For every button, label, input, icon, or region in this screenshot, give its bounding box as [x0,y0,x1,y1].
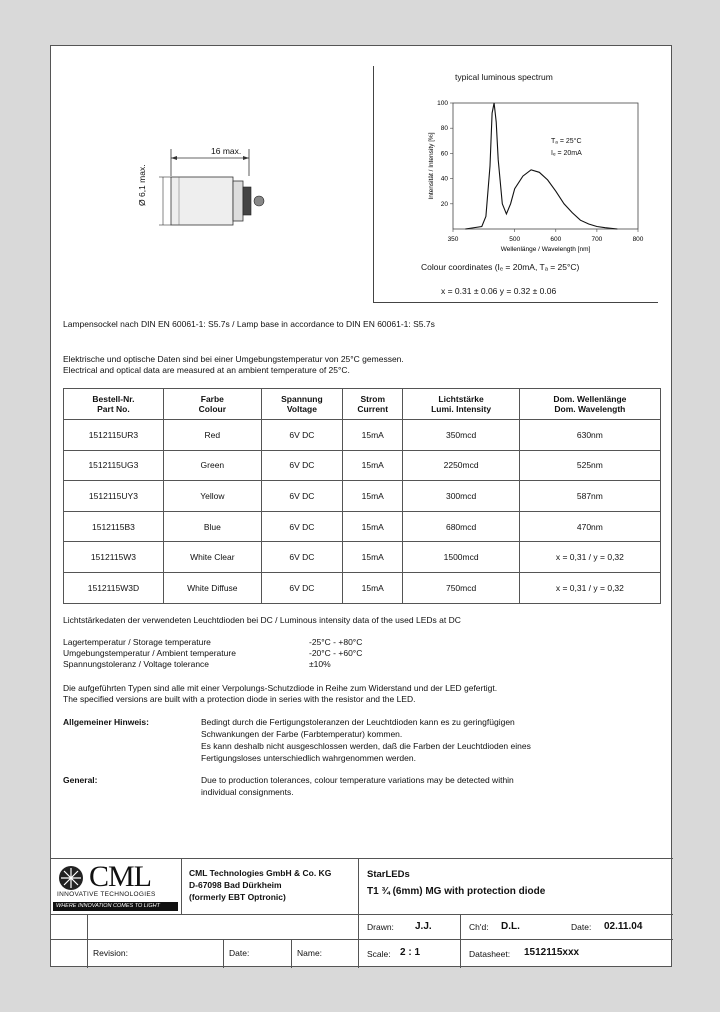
table-row: 1512115W3 White Clear 6V DC 15mA 1500mcd x = 0,31 / y = 0,32 [64,542,661,573]
scale-value: 2 : 1 [400,947,421,958]
drawn-label: Drawn: [367,922,394,932]
col-header-part: Bestell-Nr. Part No. [64,389,164,420]
x-tick-label: 600 [550,236,562,243]
col-header-intensity: Lichtstärke Lumi. Intensity [403,389,519,420]
spectrum-chart [373,91,653,256]
general-note-en-line2: individual consignments. [201,787,294,797]
lamp-base-text: Lampensockel nach DIN EN 60061-1: S5.7s / Lamp base in accordance to DIN EN 60061-1: S5.7s [63,319,435,329]
spectrum-line [465,103,617,229]
x-tick-label: 700 [591,236,603,243]
datasheet-page [50,45,672,967]
scale-label: Scale: [367,949,391,959]
storage-temp-label: Lagertemperatur / Storage temperature [63,637,211,647]
cml-logo-text: CML [89,860,152,893]
general-note-heading-de: Allgemeiner Hinweis: [63,717,149,727]
product-table [63,388,661,604]
y-tick-label: 40 [440,175,448,183]
ambient-temp-label: Umgebungstemperatur / Ambient temperature [63,648,236,658]
plot-frame [453,103,638,229]
y-tick-label: 80 [440,125,448,133]
general-note-de-line3: Es kann deshalb nicht ausgeschlossen werden, daß die Farben der Leuchtdioden eines [201,741,531,751]
product-family: StarLEDs [367,869,410,880]
date-label: Date: [571,922,592,932]
chart-annotation-current: Iₑ = 20mA [551,150,582,157]
col-header-current: Strom Current [343,389,403,420]
col-header-colour: Farbe Colour [163,389,261,420]
ambient-temp-value: -20°C - +60°C [309,648,363,658]
checked-value: D.L. [501,921,520,932]
revision-name-label: Name: [297,948,323,958]
datasheet-value: 1512115xxx [524,947,580,958]
company-name: CML Technologies GmbH & Co. KG [189,868,332,878]
x-tick-label: 350 [447,236,459,243]
protection-en-text: The specified versions are built with a protection diode in series with the resistor and the LED. [63,694,416,704]
voltage-tol-value: ±10% [309,659,331,669]
y-tick-label: 100 [437,100,448,107]
table-row: 1512115UG3 Green 6V DC 15mA 2250mcd 525nm [64,450,661,481]
intensity-note: Lichtstärkedaten der verwendeten Leuchtdioden bei DC / Luminous intensity data of the used LEDs at DC [63,615,461,625]
y-tick-label: 60 [440,150,448,158]
cml-logo-slogan: WHERE INNOVATION COMES TO LIGHT [53,902,178,911]
table-row: 1512115UR3 Red 6V DC 15mA 350mcd 630nm [64,420,661,451]
product-title: T1 ¾ (6mm) MG with protection diode [367,886,546,897]
col-header-wavelength: Dom. Wellenlänge Dom. Wavelength [519,389,660,420]
ambient-de-text: Elektrische und optische Daten sind bei einer Umgebungstemperatur von 25°C gemessen. [63,354,404,364]
x-axis-label: Wellenlänge / Wavelength [nm] [500,246,591,253]
table-row: 1512115UY3 Yellow 6V DC 15mA 300mcd 587nm [64,481,661,512]
colour-coordinates-values: x = 0.31 ± 0.06 y = 0.32 ± 0.06 [441,286,557,296]
x-tick-label: 800 [632,236,644,243]
y-tick-label: 20 [440,200,448,208]
general-note-de-line2: Schwankungen der Farbe (Farbtemperatur) kommen. [201,729,403,739]
chart-annotation-temp: Tₐ = 25°C [551,138,582,145]
table-row: 1512115B3 Blue 6V DC 15mA 680mcd 470nm [64,511,661,542]
revision-label: Revision: [93,948,128,958]
table-row: 1512115W3D White Diffuse 6V DC 15mA 750mcd x = 0,31 / y = 0,32 [64,572,661,603]
voltage-tol-label: Spannungstoleranz / Voltage tolerance [63,659,210,669]
chart-title: typical luminous spectrum [455,72,553,82]
general-note-en-line1: Due to production tolerances, colour temperature variations may be detected within [201,775,514,785]
ambient-en-text: Electrical and optical data are measured at an ambient temperature of 25°C. [63,365,350,375]
date-value: 02.11.04 [604,921,643,932]
protection-de-text: Die aufgeführten Typen sind alle mit einer Verpolungs-Schutzdiode in Reihe zum Widerstand und der LED gefertigt. [63,683,498,693]
general-note-heading-en: General: [63,775,98,785]
diameter-dimension: Ø 6,1 max. [137,164,147,206]
datasheet-label: Datasheet: [469,949,511,959]
general-note-de-line1: Bedingt durch die Fertigungstoleranzen der Leuchtdioden kann es zu geringfügigen [201,717,515,727]
revision-date-label: Date: [229,948,250,958]
checked-label: Ch'd: [469,922,489,932]
length-dimension: 16 max. [211,146,242,156]
company-address: D-67098 Bad Dürkheim [189,880,282,890]
y-axis-label: Intensität / Intensity [%] [428,132,435,200]
cml-logo-subtitle: INNOVATIVE TECHNOLOGIES [57,891,156,898]
cml-logo-icon [57,864,85,892]
drawn-value: J.J. [415,921,432,932]
x-tick-label: 500 [509,236,521,243]
company-former-name: (formerly EBT Optronic) [189,892,286,902]
col-header-voltage: Spannung Voltage [261,389,342,420]
general-note-de-line4: Fertigungsloses unterschiedlich wahrgenommen werden. [201,753,416,763]
colour-coordinates-label: Colour coordinates (Iₑ = 20mA, Tₐ = 25°C) [421,262,580,272]
storage-temp-value: -25°C - +80°C [309,637,363,647]
